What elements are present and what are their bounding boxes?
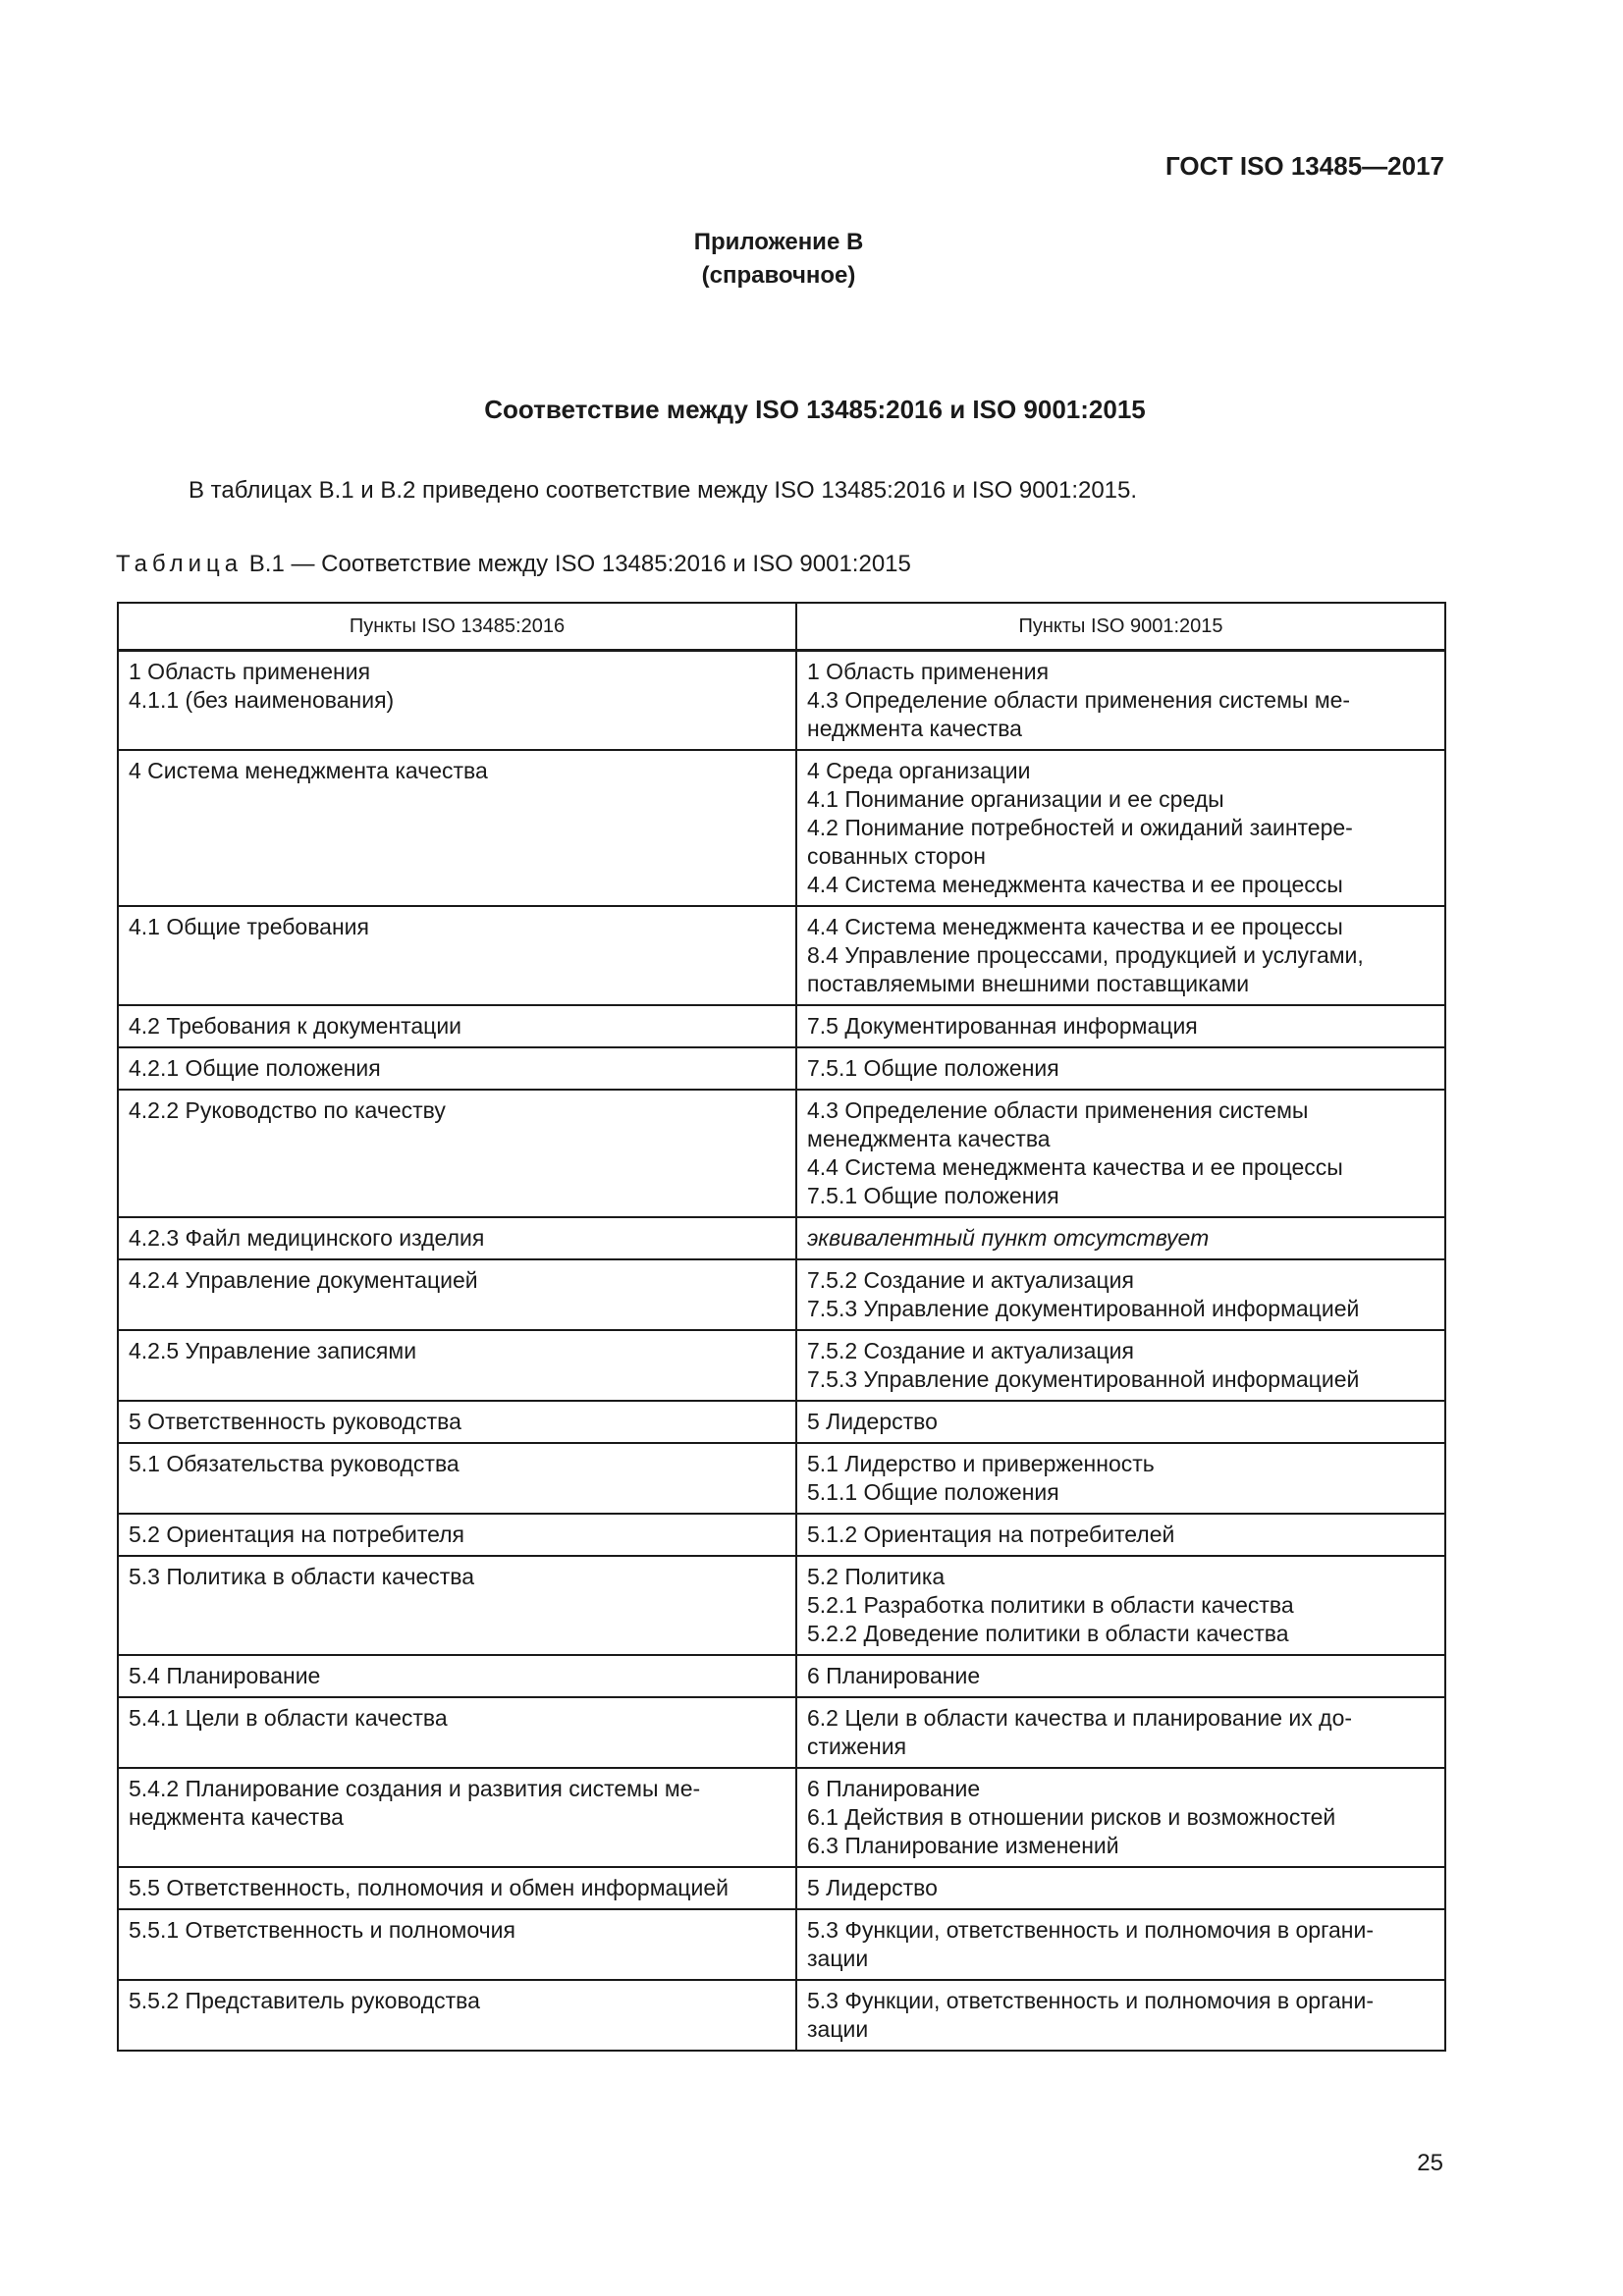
iso13485-clause-cell <box>118 906 796 1005</box>
table-row <box>118 1047 1445 1090</box>
table-row <box>118 1909 1445 1980</box>
clause-line: 4.2.1 Общие положения <box>129 1055 381 1081</box>
iso9001-clause-cell <box>796 651 1445 751</box>
iso9001-clause-cell <box>796 1330 1445 1401</box>
table-row <box>118 1768 1445 1867</box>
table-body <box>118 651 1445 2052</box>
iso13485-clause-cell <box>118 1697 796 1768</box>
clause-line: эквивалентный пункт отсутствует <box>807 1225 1210 1251</box>
iso13485-clause-cell <box>118 1330 796 1401</box>
clause-line: 4.3 Определение области применения системы ме- <box>807 687 1351 713</box>
clause-line: зации <box>807 1946 869 1971</box>
clause-line: 4.2 Требования к документации <box>129 1013 462 1039</box>
clause-line: 5.5 Ответственность, полномочия и обмен информацией <box>129 1875 729 1900</box>
table-caption-text: В.1 — Соответствие между ISO 13485:2016 и ISO 9001:2015 <box>243 551 911 577</box>
clause-line: 5.5.2 Представитель руководства <box>129 1988 480 2013</box>
iso13485-clause-cell <box>118 1980 796 2051</box>
table-row <box>118 1090 1445 1217</box>
iso13485-clause-cell <box>118 1514 796 1556</box>
correspondence-table <box>117 602 1446 2052</box>
iso9001-clause-cell <box>796 1514 1445 1556</box>
clause-line: 5.3 Политика в области качества <box>129 1564 475 1589</box>
iso13485-clause-cell <box>118 1867 796 1909</box>
clause-line: 5.3 Функции, ответственность и полномочия в органи- <box>807 1917 1374 1943</box>
column-header-iso9001: Пункты ISO 9001:2015 <box>796 603 1445 651</box>
clause-line: 4.2 Понимание потребностей и ожиданий заинтере- <box>807 815 1353 840</box>
iso13485-clause-cell <box>118 1259 796 1330</box>
clause-line: 7.5 Документированная информация <box>807 1013 1198 1039</box>
iso13485-clause-cell <box>118 1047 796 1090</box>
table-row <box>118 1980 1445 2051</box>
iso13485-clause-cell <box>118 1655 796 1697</box>
iso13485-clause-cell <box>118 1090 796 1217</box>
table-row <box>118 1867 1445 1909</box>
clause-line: 4.2.3 Файл медицинского изделия <box>129 1225 485 1251</box>
table-row <box>118 1443 1445 1514</box>
table-row <box>118 651 1445 751</box>
iso13485-clause-cell <box>118 1443 796 1514</box>
table-row <box>118 1005 1445 1047</box>
clause-line: сованных сторон <box>807 843 986 869</box>
iso9001-clause-cell <box>796 750 1445 906</box>
table-row <box>118 1401 1445 1443</box>
iso9001-clause-cell <box>796 1655 1445 1697</box>
clause-line: 5 Лидерство <box>807 1875 938 1900</box>
clause-line: 5.1 Обязательства руководства <box>129 1451 460 1476</box>
clause-line: 5.4 Планирование <box>129 1663 321 1688</box>
clause-line: 5.1.2 Ориентация на потребителей <box>807 1522 1175 1547</box>
clause-line: 7.5.2 Создание и актуализация <box>807 1338 1134 1363</box>
table-row <box>118 1217 1445 1259</box>
iso9001-clause-cell <box>796 906 1445 1005</box>
appendix-title: Приложение В <box>693 229 864 255</box>
clause-line: 5.2 Ориентация на потребителя <box>129 1522 465 1547</box>
clause-line: 8.4 Управление процессами, продукцией и услугами, <box>807 942 1364 968</box>
clause-line: менеджмента качества <box>807 1126 1051 1151</box>
clause-line: 6 Планирование <box>807 1776 981 1801</box>
clause-line: 7.5.2 Создание и актуализация <box>807 1267 1134 1293</box>
iso9001-clause-cell <box>796 1768 1445 1867</box>
clause-line: неджмента качества <box>807 716 1022 741</box>
iso9001-clause-cell <box>796 1090 1445 1217</box>
iso9001-clause-cell <box>796 1217 1445 1259</box>
iso9001-clause-cell <box>796 1443 1445 1514</box>
clause-line: 1 Область применения <box>807 659 1050 684</box>
iso13485-clause-cell <box>118 1909 796 1980</box>
clause-line: 5.1 Лидерство и приверженность <box>807 1451 1155 1476</box>
clause-line: 6.2 Цели в области качества и планирование их до- <box>807 1705 1353 1731</box>
iso9001-clause-cell <box>796 1867 1445 1909</box>
clause-line: 5 Ответственность руководства <box>129 1409 461 1434</box>
table-row <box>118 906 1445 1005</box>
clause-line: зации <box>807 2016 869 2042</box>
column-header-iso13485: Пункты ISO 13485:2016 <box>118 603 796 651</box>
clause-line: 5.2.2 Доведение политики в области качества <box>807 1621 1289 1646</box>
iso13485-clause-cell <box>118 1401 796 1443</box>
clause-line: 4.1 Понимание организации и ее среды <box>807 786 1224 812</box>
intro-paragraph: В таблицах В.1 и В.2 приведено соответствие между ISO 13485:2016 и ISO 9001:2015. <box>189 477 1138 504</box>
clause-line: 5.2.1 Разработка политики в области качества <box>807 1592 1294 1618</box>
section-heading: Соответствие между ISO 13485:2016 и ISO 9001:2015 <box>484 395 1146 424</box>
appendix-subtitle: (справочное) <box>701 262 856 289</box>
iso13485-clause-cell <box>118 1217 796 1259</box>
clause-line: 4.4 Система менеджмента качества и ее процессы <box>807 872 1343 897</box>
clause-line: 6.1 Действия в отношении рисков и возможностей <box>807 1804 1336 1830</box>
clause-line: 4.4 Система менеджмента качества и ее процессы <box>807 1154 1343 1180</box>
clause-line: 5.1.1 Общие положения <box>807 1479 1059 1505</box>
clause-line: 5 Лидерство <box>807 1409 938 1434</box>
clause-line: 4.3 Определение области применения системы <box>807 1097 1309 1123</box>
iso9001-clause-cell <box>796 1556 1445 1655</box>
iso9001-clause-cell <box>796 1980 1445 2051</box>
iso9001-clause-cell <box>796 1047 1445 1090</box>
table-row <box>118 1697 1445 1768</box>
clause-line: 4.1 Общие требования <box>129 914 369 939</box>
table-row <box>118 1556 1445 1655</box>
clause-line: 4.2.4 Управление документацией <box>129 1267 478 1293</box>
iso9001-clause-cell <box>796 1697 1445 1768</box>
clause-line: 5.4.2 Планирование создания и развития системы ме- <box>129 1776 701 1801</box>
iso13485-clause-cell <box>118 1005 796 1047</box>
iso9001-clause-cell <box>796 1401 1445 1443</box>
table-row <box>118 1514 1445 1556</box>
clause-line: 1 Область применения <box>129 659 371 684</box>
clause-line: 4 Система менеджмента качества <box>129 758 488 783</box>
clause-line: поставляемыми внешними поставщиками <box>807 971 1250 996</box>
table-row <box>118 1655 1445 1697</box>
clause-line: 4.1.1 (без наименования) <box>129 687 395 713</box>
clause-line: 4.4 Система менеджмента качества и ее процессы <box>807 914 1343 939</box>
table-caption-label: Таблица <box>116 551 243 577</box>
iso13485-clause-cell <box>118 750 796 906</box>
iso13485-clause-cell <box>118 1768 796 1867</box>
page-number: 25 <box>1417 2150 1443 2176</box>
iso9001-clause-cell <box>796 1909 1445 1980</box>
iso9001-clause-cell <box>796 1005 1445 1047</box>
iso13485-clause-cell <box>118 651 796 751</box>
clause-line: 5.2 Политика <box>807 1564 946 1589</box>
clause-line: 7.5.3 Управление документированной информацией <box>807 1366 1360 1392</box>
clause-line: 4.2.5 Управление записями <box>129 1338 417 1363</box>
clause-line: 7.5.3 Управление документированной информацией <box>807 1296 1360 1321</box>
iso13485-clause-cell <box>118 1556 796 1655</box>
iso9001-clause-cell <box>796 1259 1445 1330</box>
clause-line: неджмента качества <box>129 1804 344 1830</box>
clause-line: 7.5.1 Общие положения <box>807 1183 1059 1208</box>
table-header-row <box>118 603 1445 651</box>
clause-line: 5.5.1 Ответственность и полномочия <box>129 1917 515 1943</box>
clause-line: 6.3 Планирование изменений <box>807 1833 1119 1858</box>
clause-line: 6 Планирование <box>807 1663 981 1688</box>
table-caption <box>116 551 911 578</box>
appendix-title-block <box>589 226 968 293</box>
clause-line: 7.5.1 Общие положения <box>807 1055 1059 1081</box>
table-row <box>118 750 1445 906</box>
clause-line: стижения <box>807 1734 907 1759</box>
clause-line: 5.3 Функции, ответственность и полномочия в органи- <box>807 1988 1374 2013</box>
clause-line: 4.2.2 Руководство по качеству <box>129 1097 446 1123</box>
table-row <box>118 1330 1445 1401</box>
table-row <box>118 1259 1445 1330</box>
document-code: ГОСТ ISO 13485—2017 <box>1164 151 1444 181</box>
clause-line: 4 Среда организации <box>807 758 1031 783</box>
clause-line: 5.4.1 Цели в области качества <box>129 1705 448 1731</box>
